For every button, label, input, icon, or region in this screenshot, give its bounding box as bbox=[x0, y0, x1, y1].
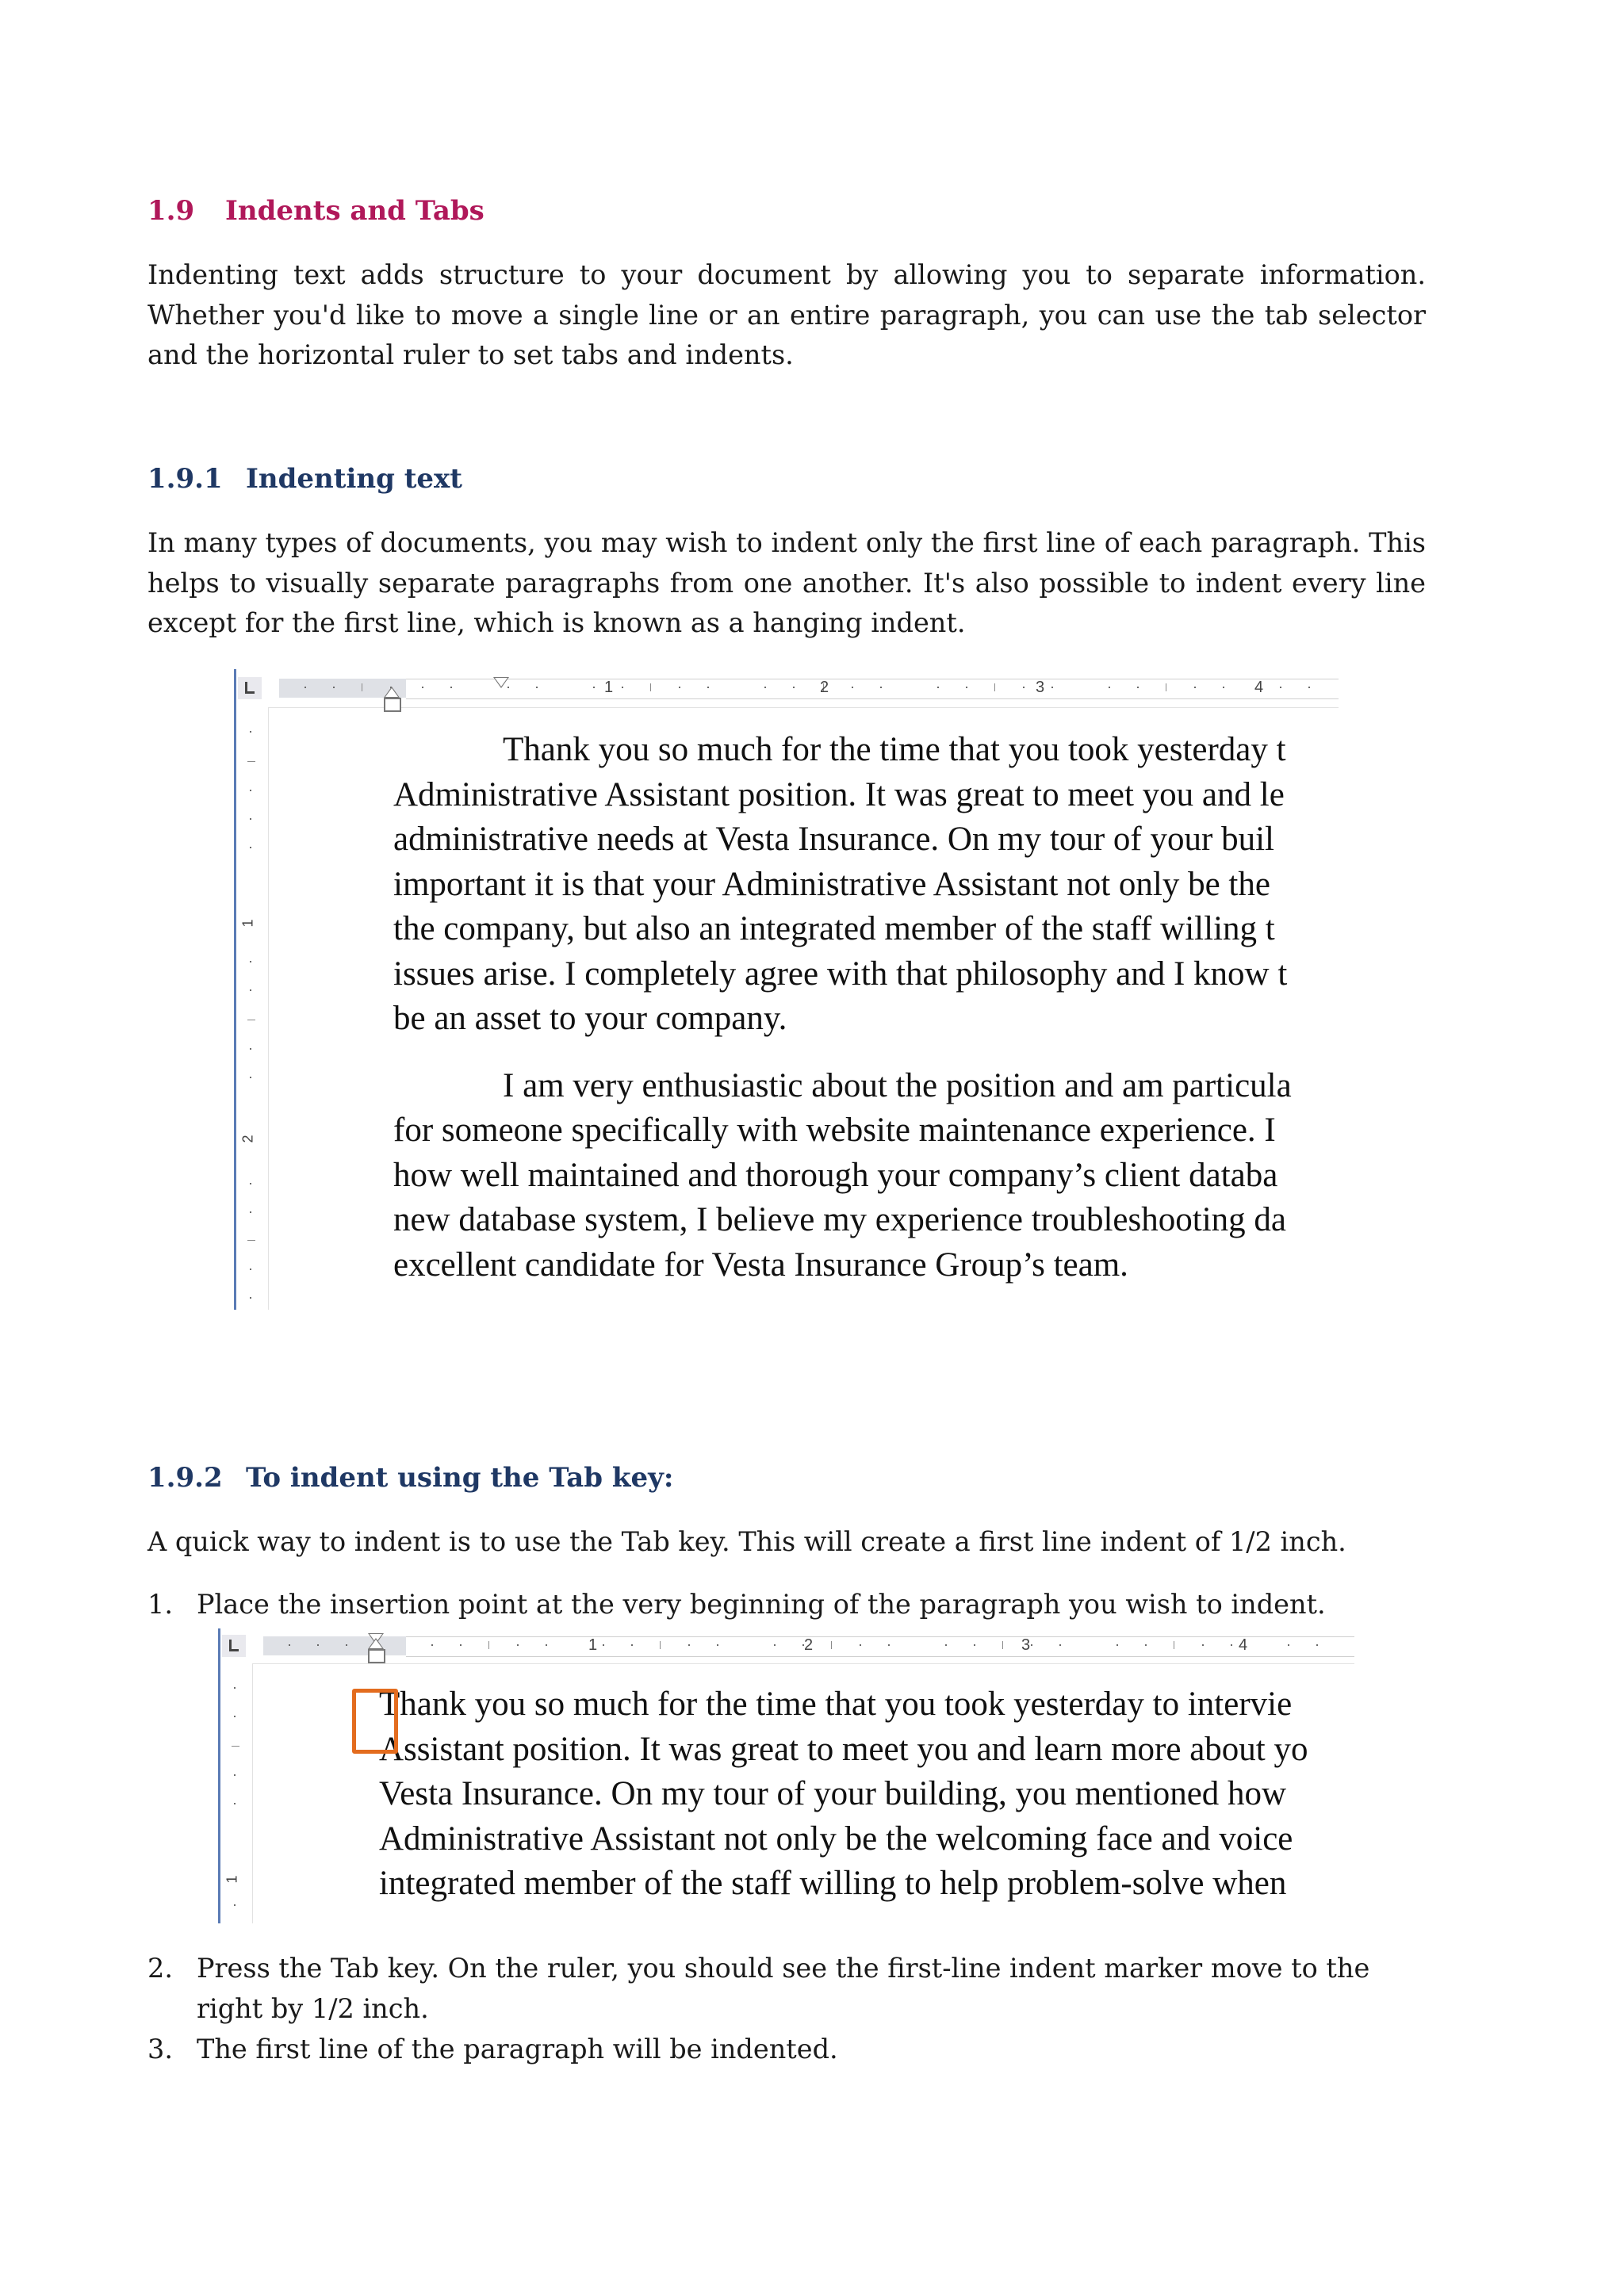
left-indent-marker[interactable] bbox=[384, 698, 401, 712]
hanging-indent-marker[interactable] bbox=[368, 1638, 384, 1649]
hanging-indent-marker[interactable] bbox=[384, 687, 400, 698]
section-heading-1-9-1 bbox=[147, 463, 462, 495]
text-line: integrated member of the staff willing to help problem-solve when bbox=[379, 1865, 1287, 1902]
text-line: administrative needs at Vesta Insurance. On my tour of your buil bbox=[393, 821, 1274, 858]
text-line: the company, but also an integrated member of the staff willing t bbox=[393, 910, 1275, 947]
tab-selector[interactable] bbox=[222, 1635, 246, 1657]
intro-paragraph: Indenting text adds structure to your document by allowing you to separate information. Whether you'd like to move a single line or an entire paragraph, you can use the tab selector and the horizontal ruler to set tabs and indents. bbox=[147, 259, 1426, 370]
word-screenshot-hanging-indent bbox=[232, 669, 1339, 1310]
ruler-tick bbox=[1316, 1644, 1318, 1646]
text-line: be an asset to your company. bbox=[393, 1000, 787, 1037]
ruler-tick bbox=[888, 1644, 890, 1646]
vruler-tick bbox=[250, 961, 251, 962]
vruler-tick bbox=[234, 1904, 236, 1906]
ruler-tick bbox=[650, 683, 651, 691]
ruler-tick bbox=[966, 687, 967, 688]
list-number: 3. bbox=[147, 2034, 173, 2064]
list-item bbox=[147, 1949, 1426, 2029]
vruler-tick bbox=[250, 1077, 251, 1078]
text-line: Thank you so much for the time that you took yesterday t bbox=[503, 731, 1286, 768]
vruler-number: 2 bbox=[239, 1135, 256, 1143]
section-number: 1.9.2 bbox=[147, 1462, 223, 1494]
ruler-tick bbox=[1280, 687, 1281, 688]
ruler-number: 3 bbox=[1036, 679, 1045, 696]
indenting-text-paragraph: In many types of documents, you may wish to indent only the first line of each paragraph. This helps to visually separate paragraphs from one another. It's also possible to indent every line except for the first line, which is known as a hanging indent. bbox=[147, 527, 1426, 638]
ruler-tick bbox=[1002, 1641, 1003, 1649]
ruler-tick bbox=[450, 687, 452, 688]
document-body-text bbox=[393, 728, 1292, 1310]
tab-key-intro: A quick way to indent is to use the Tab key. This will create a first line indent of 1/2 inch. bbox=[147, 1526, 1346, 1557]
section-title: To indent using the Tab key: bbox=[246, 1462, 674, 1494]
screenshot-edge bbox=[234, 669, 236, 1310]
ruler-tick bbox=[793, 687, 795, 688]
document-body-text bbox=[379, 1682, 1308, 1923]
ruler-tick bbox=[994, 683, 995, 691]
left-tab-icon bbox=[245, 682, 255, 694]
vruler-tick bbox=[250, 989, 251, 991]
vruler-tick bbox=[247, 1240, 255, 1241]
vruler-tick bbox=[250, 1048, 251, 1050]
ruler-tick bbox=[1202, 1644, 1204, 1646]
text-line: Assistant position. It was great to meet you and learn more about yo bbox=[379, 1730, 1308, 1768]
ruler-tick bbox=[1059, 1644, 1061, 1646]
ruler-tick bbox=[1031, 1644, 1032, 1646]
ruler-tick bbox=[622, 687, 623, 688]
ruler-tick bbox=[707, 687, 709, 688]
letter-paragraph-1 bbox=[393, 728, 1292, 1042]
ruler-number: 2 bbox=[804, 1636, 814, 1654]
ruler-tick bbox=[1116, 1644, 1118, 1646]
ruler-tick bbox=[1194, 687, 1196, 688]
insertion-point-highlight bbox=[352, 1689, 398, 1754]
section-number: 1.9.1 bbox=[147, 463, 223, 495]
ruler-tick bbox=[717, 1644, 718, 1646]
ruler-tick bbox=[860, 1644, 861, 1646]
list-text: Press the Tab key. On the ruler, you should see the first-line indent marker move to the right by 1/2 inch. bbox=[197, 1953, 1370, 2024]
horizontal-ruler[interactable] bbox=[216, 1628, 1354, 1664]
text-line: Administrative Assistant not only be the welcoming face and voice bbox=[379, 1820, 1293, 1858]
text-line: Administrative Assistant position. It was great to meet you and le bbox=[393, 775, 1285, 813]
ruler-tick bbox=[1223, 687, 1224, 688]
ruler-tick bbox=[974, 1644, 975, 1646]
ruler-tick bbox=[603, 1644, 604, 1646]
left-indent-marker[interactable] bbox=[368, 1649, 385, 1663]
vruler-tick bbox=[250, 1297, 251, 1299]
vruler-tick bbox=[250, 1211, 251, 1213]
vruler-tick bbox=[247, 761, 255, 762]
section-title: Indents and Tabs bbox=[225, 195, 485, 227]
ruler-tick bbox=[880, 687, 882, 688]
ruler-tick bbox=[289, 1644, 290, 1646]
section-heading-1-9-2 bbox=[147, 1462, 673, 1494]
text-line: new database system, I believe my experience troubleshooting da bbox=[393, 1201, 1286, 1238]
ruler-tick bbox=[1288, 1644, 1289, 1646]
screenshot-edge bbox=[218, 1628, 220, 1923]
ruler-tick bbox=[346, 1644, 347, 1646]
ruler-tick bbox=[1051, 687, 1053, 688]
vruler-tick bbox=[232, 1746, 239, 1747]
ruler-number: 3 bbox=[1021, 1636, 1031, 1654]
vruler-tick bbox=[250, 790, 251, 791]
vruler-tick bbox=[250, 731, 251, 733]
ruler-tick bbox=[945, 1644, 947, 1646]
ruler-tick bbox=[431, 1644, 433, 1646]
horizontal-ruler[interactable] bbox=[232, 669, 1339, 708]
ruler-tick bbox=[1308, 687, 1310, 688]
list-item bbox=[147, 2030, 1426, 2070]
text-line: issues arise. I completely agree with that philosophy and I know t bbox=[393, 955, 1288, 993]
text-line: Thank you so much for the time that you took yesterday to intervie bbox=[379, 1686, 1293, 1723]
vertical-ruler bbox=[216, 1663, 253, 1923]
vruler-tick bbox=[234, 1687, 236, 1689]
ruler-tick bbox=[422, 687, 423, 688]
ruler-tick bbox=[333, 687, 335, 688]
ruler-tick bbox=[774, 1644, 776, 1646]
vruler-tick bbox=[250, 847, 251, 848]
vruler-tick bbox=[250, 1269, 251, 1270]
ruler-tick bbox=[593, 687, 595, 688]
section-heading-1-9 bbox=[147, 195, 485, 227]
ruler-tick bbox=[460, 1644, 462, 1646]
vruler-number: 1 bbox=[224, 1875, 240, 1884]
ruler-tick bbox=[317, 1644, 319, 1646]
vruler-tick bbox=[234, 1716, 236, 1717]
section-number: 1.9 bbox=[147, 195, 195, 227]
ruler-tick bbox=[852, 687, 853, 688]
ruler-number: 2 bbox=[820, 679, 829, 696]
text-line: important it is that your Administrative Assistant not only be the bbox=[393, 865, 1270, 903]
list-number: 1. bbox=[147, 1589, 173, 1620]
first-line-indent-marker[interactable] bbox=[493, 677, 509, 688]
text-line: excellent candidate for Vesta Insurance Group’s team. bbox=[393, 1246, 1128, 1284]
ruler-tick bbox=[1137, 687, 1139, 688]
ruler-tick bbox=[536, 687, 538, 688]
text-line: how well maintained and thorough your company’s client databa bbox=[393, 1156, 1278, 1194]
vruler-tick bbox=[234, 1774, 236, 1776]
ruler-tick bbox=[1231, 1644, 1232, 1646]
ruler-tick bbox=[1023, 687, 1025, 688]
ruler-tick bbox=[764, 687, 766, 688]
ruler-number: 1 bbox=[604, 679, 614, 696]
ruler-tick bbox=[488, 1641, 489, 1649]
word-screenshot-tab-key bbox=[216, 1628, 1354, 1923]
vruler-tick bbox=[234, 1803, 236, 1804]
ruler-number: 4 bbox=[1239, 1636, 1248, 1654]
text-line: for someone specifically with website maintenance experience. I bbox=[393, 1112, 1276, 1149]
list-text: Place the insertion point at the very beginning of the paragraph you wish to indent. bbox=[197, 1589, 1326, 1620]
ruler-tick bbox=[679, 687, 680, 688]
list-number: 2. bbox=[147, 1953, 173, 1984]
ruler-tick bbox=[517, 1644, 519, 1646]
ruler-tick bbox=[937, 687, 939, 688]
letter-paragraph-2 bbox=[393, 1064, 1292, 1288]
ruler-tick bbox=[660, 1641, 661, 1649]
ruler-tick bbox=[688, 1644, 690, 1646]
vruler-tick bbox=[250, 818, 251, 820]
ruler-tick bbox=[1145, 1644, 1147, 1646]
ruler-text-area bbox=[406, 1636, 1354, 1657]
ruler-text-area bbox=[406, 679, 1339, 699]
ruler-tick bbox=[546, 1644, 547, 1646]
ruler-tick bbox=[1109, 687, 1110, 688]
ruler-number: 1 bbox=[588, 1636, 598, 1654]
text-line: I am very enthusiastic about the position and am particula bbox=[503, 1066, 1292, 1104]
list-text: The first line of the paragraph will be indented. bbox=[197, 2034, 838, 2064]
text-line: Vesta Insurance. On my tour of your building, you mentioned how bbox=[379, 1775, 1287, 1812]
list-item bbox=[147, 1585, 1426, 1625]
letter-paragraph bbox=[379, 1682, 1308, 1907]
section-title: Indenting text bbox=[246, 463, 463, 495]
ruler-tick bbox=[631, 1644, 633, 1646]
tab-selector[interactable] bbox=[238, 677, 262, 699]
ruler-number: 4 bbox=[1254, 679, 1264, 696]
left-tab-icon bbox=[229, 1640, 239, 1651]
ruler-tick bbox=[304, 687, 306, 688]
vruler-number: 1 bbox=[239, 919, 256, 928]
ruler-tick bbox=[831, 1641, 832, 1649]
vertical-ruler bbox=[232, 707, 269, 1310]
vruler-tick bbox=[250, 1183, 251, 1184]
